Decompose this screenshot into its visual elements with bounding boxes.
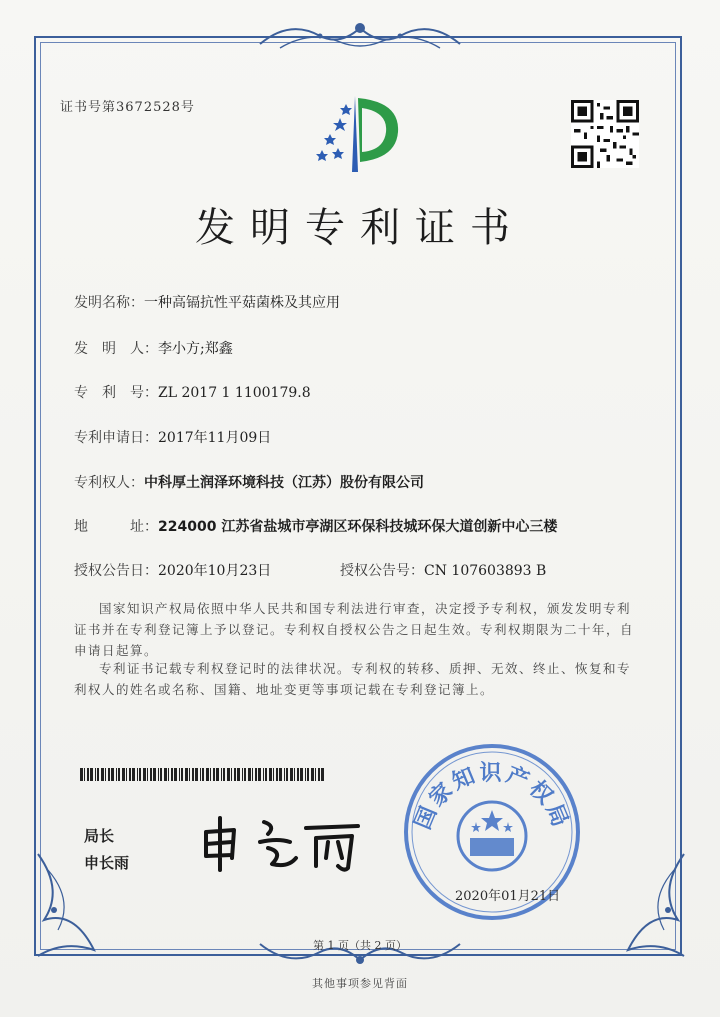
patentee-value: 中科厚土润泽环境科技（江苏）股份有限公司	[144, 475, 424, 491]
patent-office-logo-icon	[300, 92, 410, 174]
inventor-row	[74, 338, 233, 358]
address-label: 地 址：	[74, 519, 158, 535]
patent-number-value: ZL 2017 1 1100179.8	[158, 385, 311, 401]
top-ornament	[250, 14, 470, 54]
certificate-statement-paragraph: 国家知识产权局依照中华人民共和国专利法进行审查，决定授予专利权，颁发发明专利证书并在专利登记簿上予以登记。专利权自授权公告之日起生效。专利权期限为二十年，自申请日起算。	[74, 601, 635, 658]
qr-code-icon	[571, 100, 639, 168]
grant-date-label: 授权公告日：	[74, 563, 158, 579]
director-name: 申长雨	[84, 854, 130, 872]
inventor-label: 发 明 人：	[74, 341, 158, 357]
barcode-icon	[80, 768, 326, 781]
patentee-row	[74, 472, 424, 492]
patent-number-row	[74, 382, 311, 402]
address-value: 224000 江苏省盐城市亭湖区环保科技城环保大道创新中心三楼	[158, 519, 558, 535]
invention-name-row	[74, 292, 340, 312]
grant-date-row	[74, 560, 271, 580]
certificate-title: 发明专利证书	[195, 205, 525, 251]
legal-status-paragraph: 专利证书记载专利权登记时的法律状况。专利权的转移、质押、无效、终止、恢复和专利权人的姓名或名称、国籍、地址变更等事项记载在专利登记簿上。	[74, 661, 632, 697]
filing-date-row	[74, 427, 271, 447]
page-number: 第 1 页（共 2 页）	[313, 939, 407, 952]
patentee-label: 专利权人：	[74, 475, 144, 491]
certificate-number: 证书号第3672528号	[60, 100, 195, 115]
address-row	[74, 516, 557, 536]
invention-name-label: 发明名称：	[74, 295, 144, 311]
inventor-value: 李小方;郑鑫	[158, 341, 233, 357]
grant-number-row	[340, 560, 546, 580]
back-page-note: 其他事项参见背面	[312, 977, 408, 990]
invention-name-value: 一种高镉抗性平菇菌株及其应用	[144, 295, 340, 311]
patent-number-label: 专 利 号：	[74, 385, 158, 401]
director-title: 局长	[84, 827, 115, 845]
grant-date-value: 2020年10月23日	[158, 563, 272, 579]
grant-number-label: 授权公告号：	[340, 563, 424, 579]
director-signature	[198, 812, 368, 874]
seal-text: 国家知识产权局	[410, 761, 574, 834]
seal-date: 2020年01月21日	[455, 889, 561, 904]
filing-date-value: 2017年11月09日	[158, 430, 272, 446]
grant-number-value: CN 107603893 B	[424, 563, 547, 579]
filing-date-label: 专利申请日：	[74, 430, 158, 446]
